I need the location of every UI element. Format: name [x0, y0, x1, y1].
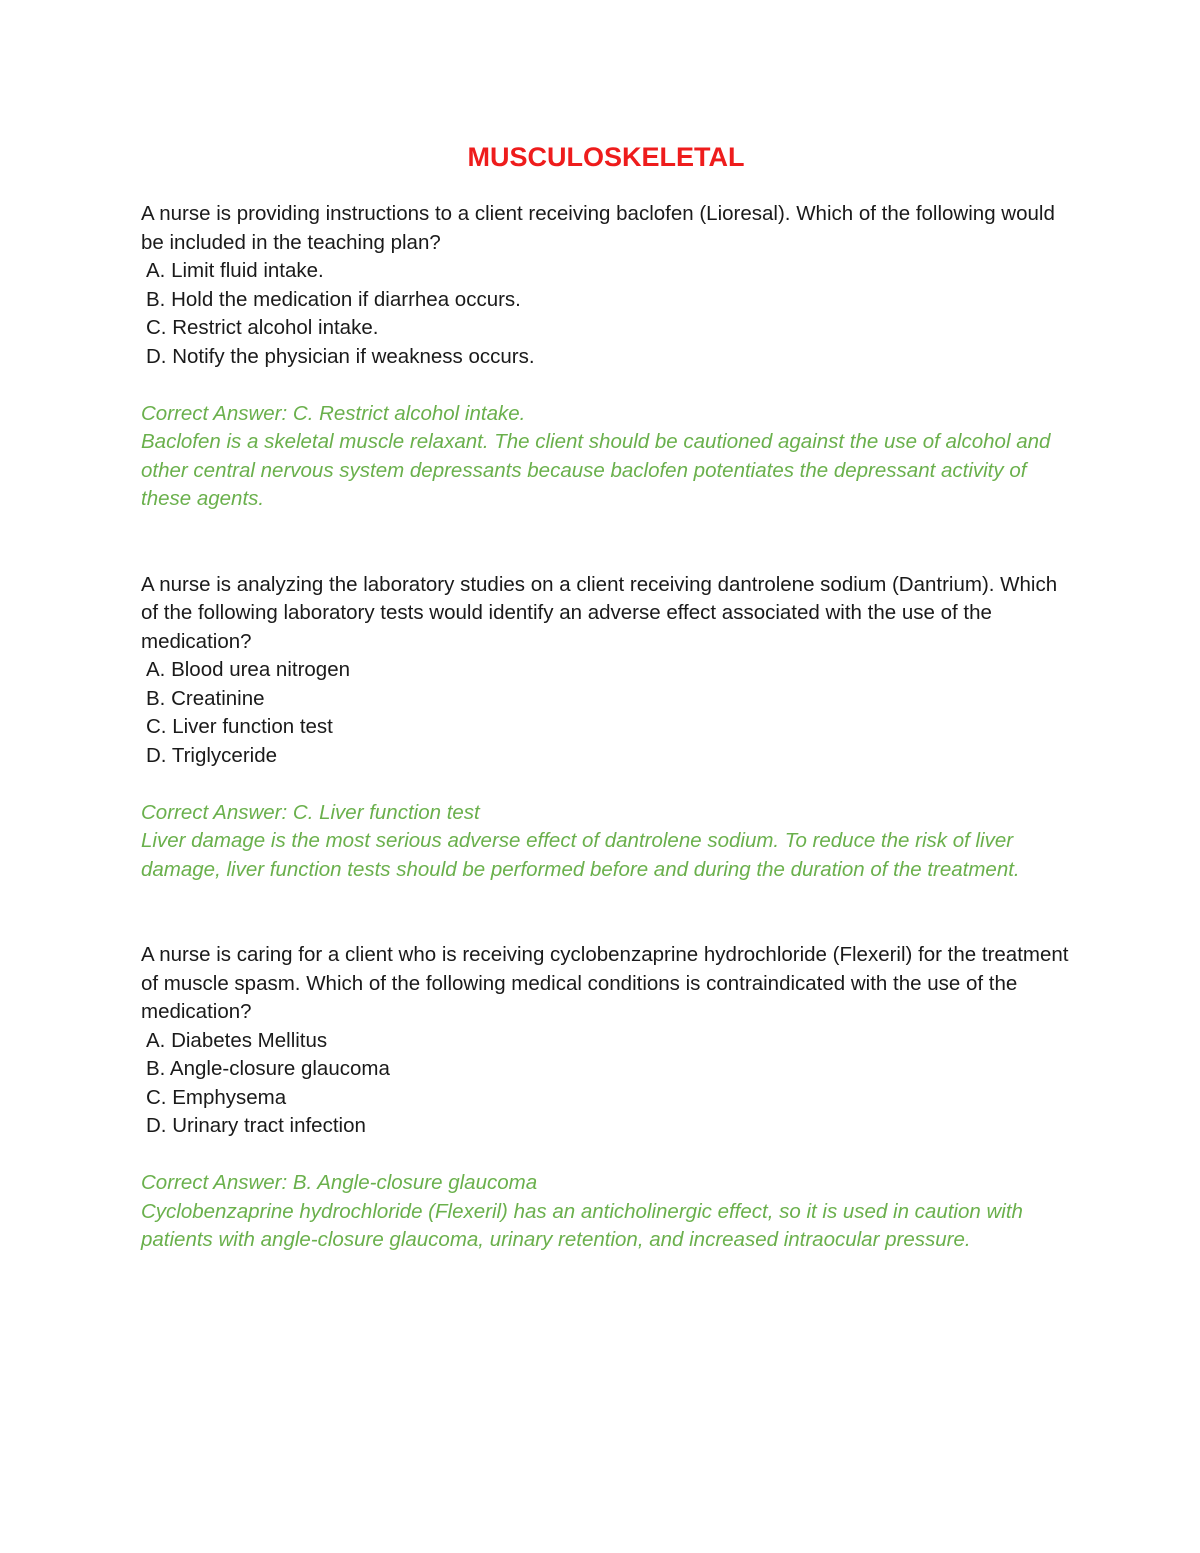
option-a: A. Blood urea nitrogen — [146, 658, 350, 681]
correct-answer: Correct Answer: B. Angle-closure glaucoma — [141, 1171, 538, 1194]
answer-rationale: Baclofen is a skeletal muscle relaxant. The client should be cautioned against the use of alcohol and other central nervous system depressants because baclofen potentiates the depressant activity of these agents. — [141, 430, 1051, 510]
question-text: A nurse is analyzing the laboratory studies on a client receiving dantrolene sodium (Dantrium). Which of the following laboratory tests would identify an adverse effect associated with the use of the medication? — [141, 572, 1058, 653]
question-text: A nurse is caring for a client who is receiving cyclobenzaprine hydrochloride (Flexeril) for the treatment of muscle spasm. Which of the following medical conditions is contraindicated with the use of the medication? — [141, 943, 1069, 1023]
option-c: C. Liver function test — [146, 715, 333, 738]
option-b: B. Creatinine — [146, 686, 265, 710]
options-list — [141, 257, 1071, 371]
option-c: C. Emphysema — [146, 1085, 287, 1109]
option-c: C. Restrict alcohol intake. — [146, 316, 379, 339]
option-d: D. Notify the physician if weakness occurs. — [146, 344, 535, 368]
option-d: D. Urinary tract infection — [146, 1114, 366, 1137]
answer-rationale: Liver damage is the most serious adverse effect of dantrolene sodium. To reduce the risk of liver damage, liver function tests should be performed before and during the duration of the treatment. — [141, 829, 1020, 881]
question-block-3 — [141, 941, 1071, 1255]
options-list — [141, 656, 1071, 770]
option-b: B. Angle-closure glaucoma — [146, 1057, 390, 1080]
options-list — [141, 1027, 1071, 1141]
option-b: B. Hold the medication if diarrhea occurs. — [146, 287, 521, 311]
option-a: A. Diabetes Mellitus — [146, 1028, 328, 1052]
document-page — [141, 138, 1071, 1255]
correct-answer: Correct Answer: C. Liver function test — [141, 800, 480, 824]
section-spacer — [141, 884, 1071, 941]
question-text: A nurse is providing instructions to a client receiving baclofen (Lioresal). Which of the following would be included in the teaching plan? — [141, 202, 1055, 254]
correct-answer: Correct Answer: C. Restrict alcohol intake. — [141, 401, 526, 425]
page-title: MUSCULOSKELETAL — [467, 142, 745, 172]
question-block-1 — [141, 200, 1071, 514]
answer-rationale: Cyclobenzaprine hydrochloride (Flexeril) has an anticholinergic effect, so it is used in caution with patients with angle-closure glaucoma, urinary retention, and increased intraocular pressure. — [141, 1199, 1023, 1251]
section-spacer — [141, 514, 1071, 571]
question-block-2 — [141, 571, 1071, 885]
option-d: D. Triglyceride — [146, 743, 278, 767]
option-a: A. Limit fluid intake. — [146, 259, 324, 282]
